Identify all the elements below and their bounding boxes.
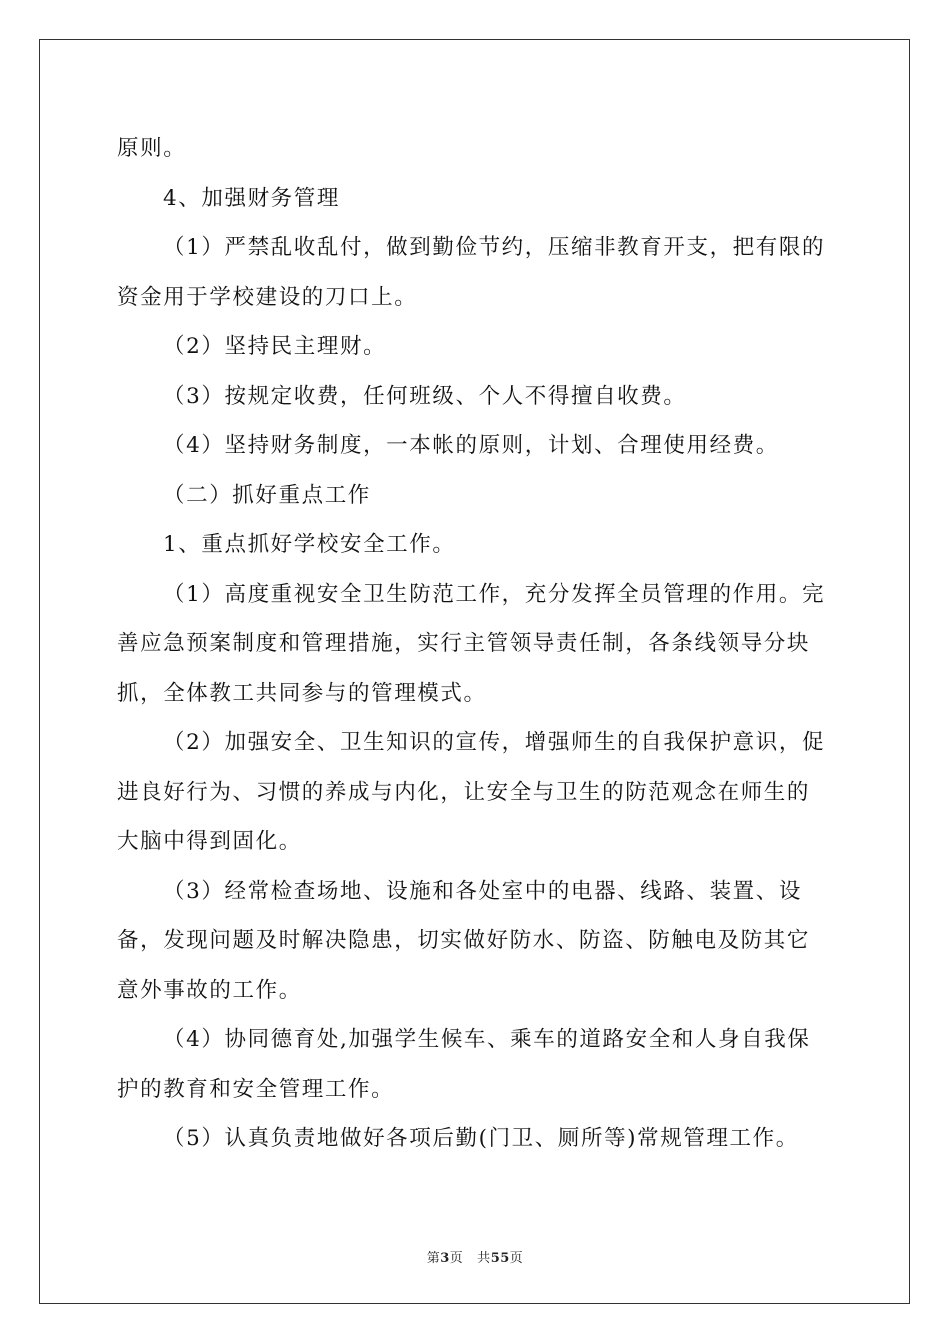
paragraph: （3）经常检查场地、设施和各处室中的电器、线路、装置、设备，发现问题及时解决隐患，切实做好防水、防盗、防触电及防其它意外事故的工作。 <box>117 878 811 1003</box>
paragraph: （1）高度重视安全卫生防范工作，充分发挥全员管理的作用。完善应急预案制度和管理措施，实行主管领导责任制，各条线领导分块抓，全体教工共同参与的管理模式。 <box>117 581 826 706</box>
total-prefix: 共 <box>477 1251 491 1266</box>
paragraph: （3）按规定收费，任何班级、个人不得擅自收费。 <box>163 383 687 409</box>
page-suffix: 页 <box>449 1251 464 1266</box>
section-heading: 4、加强财务管理 <box>163 185 340 211</box>
paragraph: （4）协同德育处,加强学生候车、乘车的道路安全和人身自我保护的教育和安全管理工作。 <box>117 1027 811 1102</box>
page-prefix: 第 <box>426 1251 441 1266</box>
total-suffix: 页 <box>509 1251 524 1266</box>
document-body <box>117 124 833 1164</box>
page-footer <box>0 1247 950 1266</box>
paragraph: （1）严禁乱收乱付，做到勤俭节约，压缩非教育开支，把有限的资金用于学校建设的刀口上。 <box>117 235 826 310</box>
total-page-count: 55 <box>490 1251 510 1266</box>
paragraph: （5）认真负责地做好各项后勤(门卫、厕所等)常规管理工作。 <box>163 1126 799 1151</box>
paragraph: （4）坚持财务制度，一本帐的原则，计划、合理使用经费。 <box>163 433 779 458</box>
paragraph: （2）加强安全、卫生知识的宣传，增强师生的自我保护意识，促进良好行为、习惯的养成与内化，让安全与卫生的防范观念在师生的大脑中得到固化。 <box>117 730 826 854</box>
section-heading: （二）抓好重点工作 <box>163 482 371 508</box>
section-heading: 1、重点抓好学校安全工作。 <box>163 532 456 557</box>
current-page-number: 3 <box>440 1251 450 1266</box>
paragraph: （2）坚持民主理财。 <box>163 334 387 359</box>
paragraph: 原则。 <box>117 136 187 161</box>
